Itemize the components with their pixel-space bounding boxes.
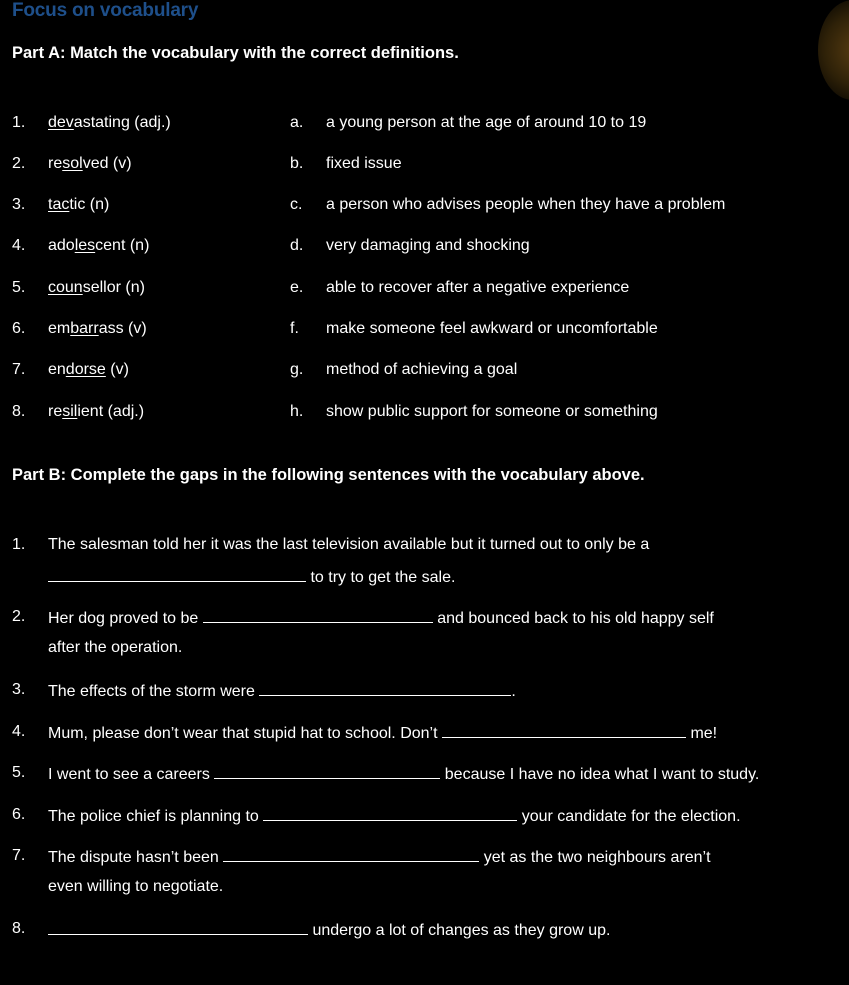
sentence-line: undergo a lot of changes as they grow up.: [48, 919, 610, 941]
sentence-number: 3.: [12, 681, 26, 698]
sentence-text: even willing to negotiate.: [48, 878, 224, 895]
definition-text: a young person at the age of around 10 to 19: [326, 114, 647, 131]
definition-text: method of achieving a goal: [326, 361, 518, 378]
definition-text: make someone feel awkward or uncomfortable: [326, 320, 658, 337]
definition-letter: c.: [290, 196, 303, 213]
match-row: [0, 360, 849, 380]
word-number: 7.: [12, 361, 26, 378]
vocab-word: resilient (adj.): [48, 403, 145, 420]
part-b-heading: Part B: Complete the gaps in the following sentences with the vocabulary above.: [12, 466, 645, 484]
answer-blank[interactable]: [48, 566, 306, 582]
vocab-word: adolescent (n): [48, 237, 150, 254]
match-row: [0, 195, 849, 215]
sentence-line: Mum, please don’t wear that stupid hat to school. Don’t me!: [48, 722, 717, 744]
definition-letter: g.: [290, 361, 304, 378]
answer-blank[interactable]: [223, 846, 479, 862]
word-number: 4.: [12, 237, 26, 254]
definition-letter: h.: [290, 403, 304, 420]
sentence-line: The dispute hasn’t been yet as the two neighbours aren’t: [48, 846, 711, 868]
vocab-word: tactic (n): [48, 196, 110, 213]
word-number: 5.: [12, 279, 26, 296]
match-row: [0, 236, 849, 256]
sentence-number: 5.: [12, 764, 26, 781]
word-number: 6.: [12, 320, 26, 337]
sentence-text: The salesman told her it was the last television available but it turned out to only be a: [48, 536, 650, 553]
sentence-number: 6.: [12, 806, 26, 823]
answer-blank[interactable]: [214, 763, 440, 779]
definition-letter: a.: [290, 114, 304, 131]
answer-blank[interactable]: [259, 680, 511, 696]
definition-letter: f.: [290, 320, 299, 337]
definition-text: fixed issue: [326, 155, 402, 172]
definition-text: a person who advises people when they have a problem: [326, 196, 726, 213]
vocab-word: devastating (adj.): [48, 114, 171, 131]
answer-blank[interactable]: [203, 607, 433, 623]
vocab-word: endorse (v): [48, 361, 129, 378]
sentence-number: 1.: [12, 536, 26, 553]
sentence-line: to try to get the sale.: [48, 566, 455, 588]
sentence-line: I went to see a careers because I have no idea what I want to study.: [48, 763, 759, 785]
sentence-number: 7.: [12, 847, 26, 864]
match-row: [0, 402, 849, 422]
match-row: [0, 278, 849, 298]
sentence-line: The police chief is planning to your candidate for the election.: [48, 805, 741, 827]
definition-letter: e.: [290, 279, 304, 296]
vocab-word: counsellor (n): [48, 279, 145, 296]
page-title: Focus on vocabulary: [12, 0, 199, 21]
vocab-word: embarrass (v): [48, 320, 147, 337]
word-number: 3.: [12, 196, 26, 213]
corner-decoration: [818, 0, 849, 100]
definition-text: show public support for someone or something: [326, 403, 658, 420]
match-row: [0, 113, 849, 133]
word-number: 1.: [12, 114, 26, 131]
word-number: 2.: [12, 155, 26, 172]
sentence-text: after the operation.: [48, 639, 183, 656]
definition-text: very damaging and shocking: [326, 237, 530, 254]
sentence-number: 4.: [12, 723, 26, 740]
sentence-number: 8.: [12, 920, 26, 937]
sentence-number: 2.: [12, 608, 26, 625]
match-row: [0, 319, 849, 339]
word-number: 8.: [12, 403, 26, 420]
definition-text: able to recover after a negative experience: [326, 279, 630, 296]
match-row: [0, 154, 849, 174]
definition-letter: d.: [290, 237, 304, 254]
part-a-heading: Part A: Match the vocabulary with the correct definitions.: [12, 44, 459, 62]
sentence-line: The effects of the storm were .: [48, 680, 516, 702]
answer-blank[interactable]: [442, 722, 686, 738]
answer-blank[interactable]: [48, 919, 308, 935]
sentence-line: Her dog proved to be and bounced back to his old happy self: [48, 607, 714, 629]
vocab-word: resolved (v): [48, 155, 132, 172]
answer-blank[interactable]: [263, 805, 517, 821]
definition-letter: b.: [290, 155, 304, 172]
